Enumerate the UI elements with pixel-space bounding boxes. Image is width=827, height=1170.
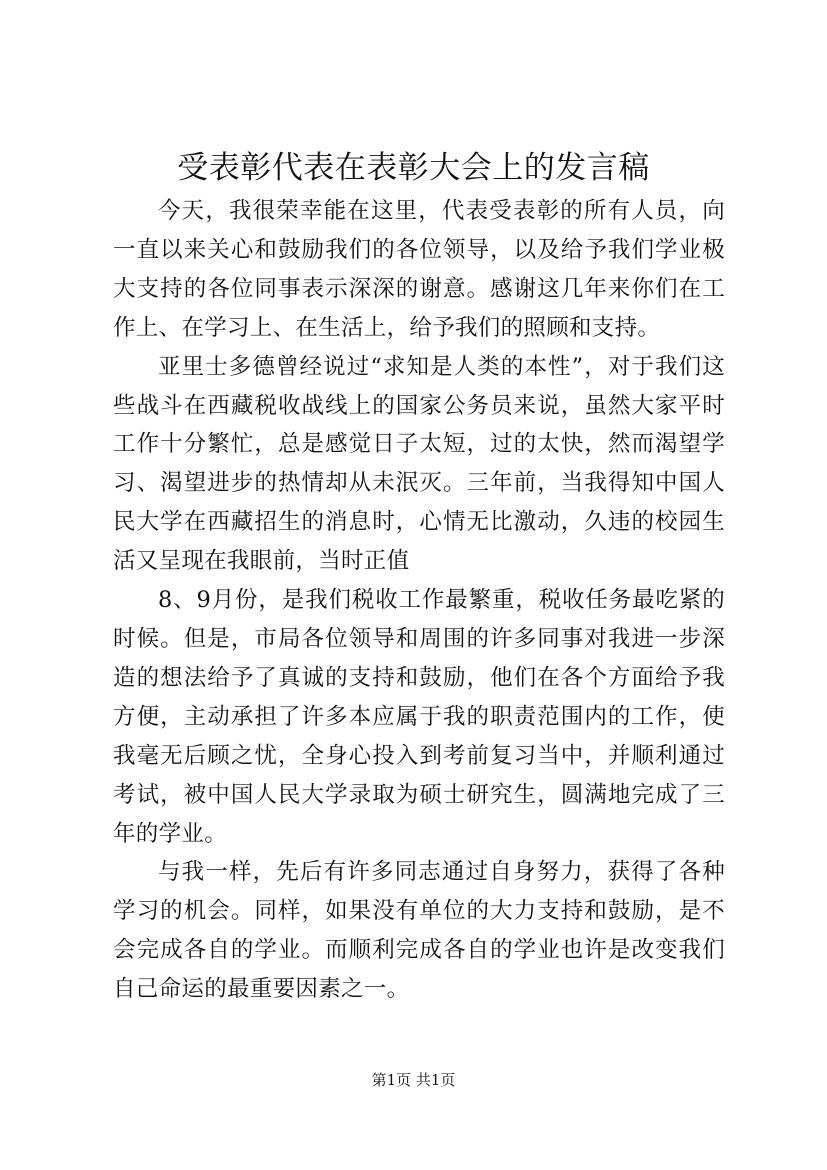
page-number-footer: 第1页 共1页 [371, 1071, 456, 1089]
paragraph-1: 今天，我很荣幸能在这里，代表受表彰的所有人员，向一直以来关心和鼓励我们的各位领导，以及给予我们学业极大支持的各位同事表示深深的谢意。感谢这几年来你们在工作上、在学习上、在生活上，给予我们的照顾和支持。 [113, 198, 725, 341]
document-title: 受表彰代表在表彰大会上的发言稿 [177, 150, 650, 186]
paragraph-3: 8、9月份，是我们税收工作最繁重，税收任务最吃紧的时候。但是，市局各位领导和周围的许多同事对我进一步深造的想法给予了真诚的支持和鼓励，他们在各个方面给予我方便，主动承担了许多本应属于我的职责范围内的工作，使我毫无后顾之忧，全身心投入到考前复习当中，并顺利通过考试，被中国人民大学录取为硕士研究生，圆满地完成了三年的学业。 [113, 587, 725, 847]
paragraph-4: 与我一样，先后有许多同志通过自身努力，获得了各种学习的机会。同样，如果没有单位的大力支持和鼓励，是不会完成各自的学业。而顺利完成各自的学业也许是改变我们自己命运的最重要因素之一。 [113, 859, 725, 1003]
document-body [113, 192, 725, 1009]
paragraph-2: 亚里士多德曾经说过“求知是人类的本性”，对于我们这些战斗在西藏税收战线上的国家公务员来说，虽然大家平时工作十分繁忙，总是感觉日子太短，过的太快，然而渴望学习、渴望进步的热情却从未泯灭。三年前，当我得知中国人民大学在西藏招生的消息时，心情无比激动，久违的校园生活又呈现在我眼前，当时正值 [113, 353, 725, 575]
